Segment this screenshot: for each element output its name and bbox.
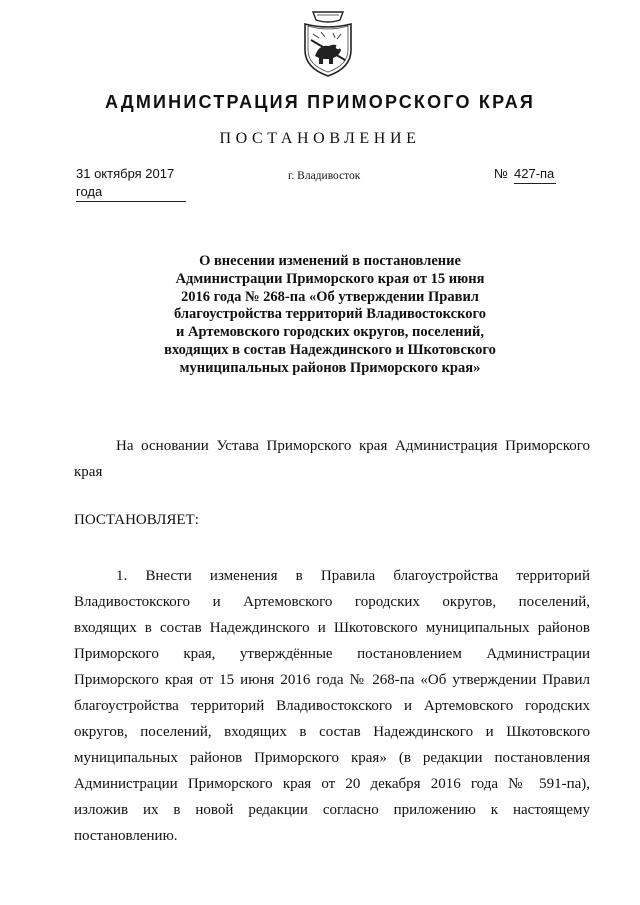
item-line: муниципальных районов Приморского края» (в редакции постановления — [74, 750, 590, 766]
decree-heading: ПОСТАНОВЛЯЕТ: — [74, 512, 199, 528]
subject-line: 2016 года № 268-па «Об утверждении Правил — [181, 288, 479, 305]
item-line: Приморского края от 15 июня 2016 года № 268-па «Об утверждении Правил — [74, 672, 590, 688]
item-line: входящих в состав Надеждинского и Шкотовского муниципальных районов — [74, 620, 590, 636]
document-city: г. Владивосток — [288, 170, 361, 182]
subject-line: входящих в состав Надеждинского и Шкотовского — [164, 341, 496, 358]
preamble-paragraph — [74, 433, 590, 485]
item-line: округов, поселений, входящих в состав Надеждинского и Шкотовского — [74, 724, 590, 740]
decree-item-1 — [74, 563, 590, 849]
number-sign: № — [494, 166, 508, 181]
document-date: 31 октября 2017 года — [76, 165, 186, 202]
item-line: Приморского края, утверждённые постановлением Администрации — [74, 646, 590, 662]
item-line: изложив их в новой редакции согласно приложению к настоящему — [74, 802, 590, 818]
subject-line: и Артемовского городских округов, поселений, — [176, 324, 484, 341]
subject-line: О внесении изменений в постановление — [199, 253, 461, 269]
subject-line: муниципальных районов Приморского края» — [179, 359, 481, 376]
document-number: 427-па — [514, 165, 556, 184]
document-type: ПОСТАНОВЛЕНИЕ — [219, 130, 421, 147]
item-line: Администрации Приморского края от 20 декабря 2016 года № 591-па), — [74, 776, 590, 792]
item-line: благоустройства территорий Владивостокского и Артемовского городских — [74, 698, 590, 714]
organization-title: АДМИНИСТРАЦИЯ ПРИМОРСКОГО КРАЯ — [104, 92, 536, 112]
coat-of-arms-icon — [299, 6, 357, 80]
subject-line: благоустройства территорий Владивостокского — [174, 306, 486, 323]
document-subject — [140, 253, 520, 378]
item-line: 1. Внести изменения в Правила благоустройства территорий — [116, 568, 590, 584]
preamble-line: края — [74, 464, 103, 480]
document-meta — [0, 165, 640, 199]
item-line: Владивостокского и Артемовского городских округов, поселений, — [74, 594, 590, 610]
item-line: постановлению. — [74, 828, 178, 844]
preamble-line: На основании Устава Приморского края Администрация Приморского — [116, 438, 590, 454]
subject-line: Администрации Приморского края от 15 июня — [175, 270, 485, 287]
